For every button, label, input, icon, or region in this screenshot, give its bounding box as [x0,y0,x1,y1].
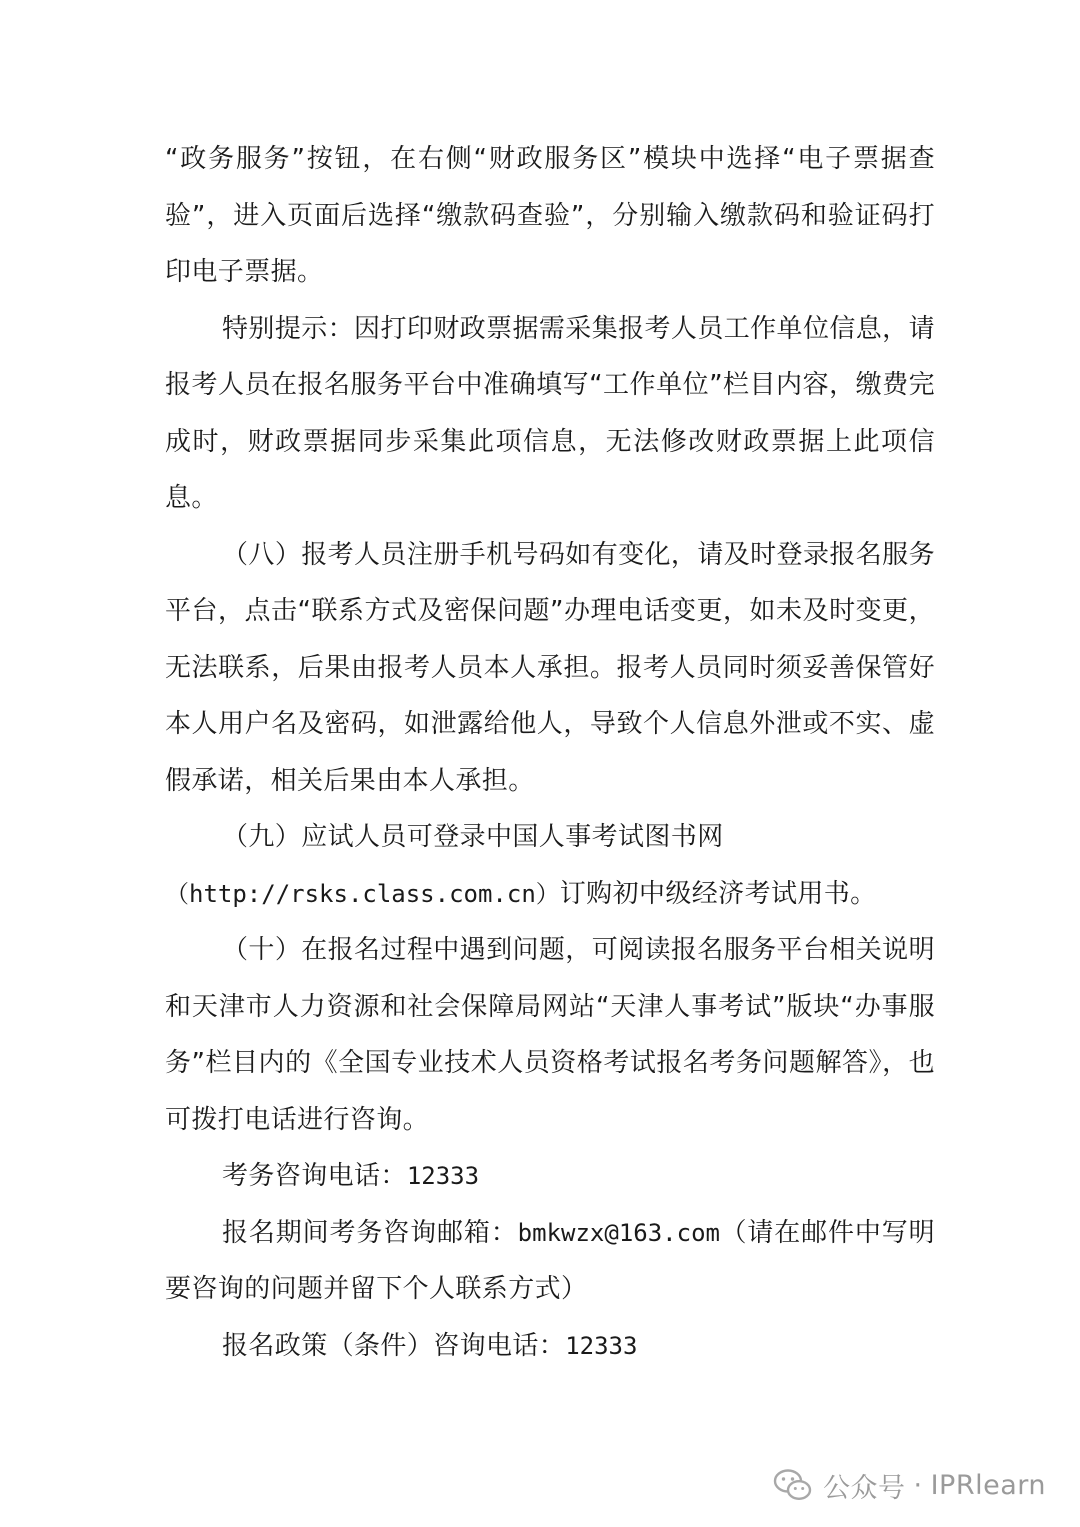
bookstore-url-link[interactable]: （http://rsks.class.com.cn） [165,879,560,908]
watermark-label: 公众号 [823,1472,906,1504]
paragraph-e-invoice-steps: “政务服务”按钮，在右侧“财政服务区”模块中选择“电子票据查验”，进入页面后选择“缴款码查验”，分别输入缴款码和验证码打印电子票据。 [165,144,935,287]
policy-hotline-label: 报名政策（条件）咨询电话： [222,1330,566,1361]
policy-hotline-number: 12333 [565,1331,638,1360]
wechat-icon [773,1468,813,1502]
paragraph-exam-hotline [165,1148,935,1205]
exam-email-label: 报名期间考务咨询邮箱： [222,1217,518,1248]
paragraph-policy-hotline [165,1318,935,1375]
paragraph-exam-email [165,1205,935,1318]
paragraph-item-10-help: （十）在报名过程中遇到问题，可阅读报名服务平台相关说明和天津市人力资源和社会保障局网站“天津人事考试”版块“办事服务”栏目内的《全国专业技术人员资格考试报名考务问题解答》，也可拨打电话进行咨询。 [165,935,935,1135]
item-9-text-after: 订购初中级经济考试用书。 [559,878,877,909]
document-body [165,131,935,1374]
exam-hotline-number: 12333 [406,1162,480,1190]
paragraph-item-8-phone-change: （八）报考人员注册手机号码如有变化，请及时登录报名服务平台，点击“联系方式及密保问题”办理电话变更，如未及时变更，无法联系，后果由报考人员本人承担。报考人员同时须妥善保管好本人用户名及密码，如泄露给他人，导致个人信息外泄或不实、虚假承诺，相关后果由本人承担。 [165,539,935,796]
paragraph-item-9-books [165,809,935,922]
item-9-text: （九）应试人员可登录中国人事考试图书网 [222,822,724,852]
exam-hotline-label: 考务咨询电话： [222,1161,407,1191]
watermark-account: IPRlearn [930,1469,1046,1501]
exam-email-note: （请在邮件中写明要咨询的问题并留下个人联系方式） [165,1217,935,1304]
exam-email-address[interactable]: bmkwzx@163.com [517,1218,720,1247]
watermark-separator: · [913,1469,923,1501]
wechat-watermark [773,1465,1046,1505]
paragraph-special-notice: 特别提示：因打印财政票据需采集报考人员工作单位信息，请报考人员在报名服务平台中准确填写“工作单位”栏目内容，缴费完成时，财政票据同步采集此项信息，无法修改财政票据上此项信息。 [165,313,935,513]
